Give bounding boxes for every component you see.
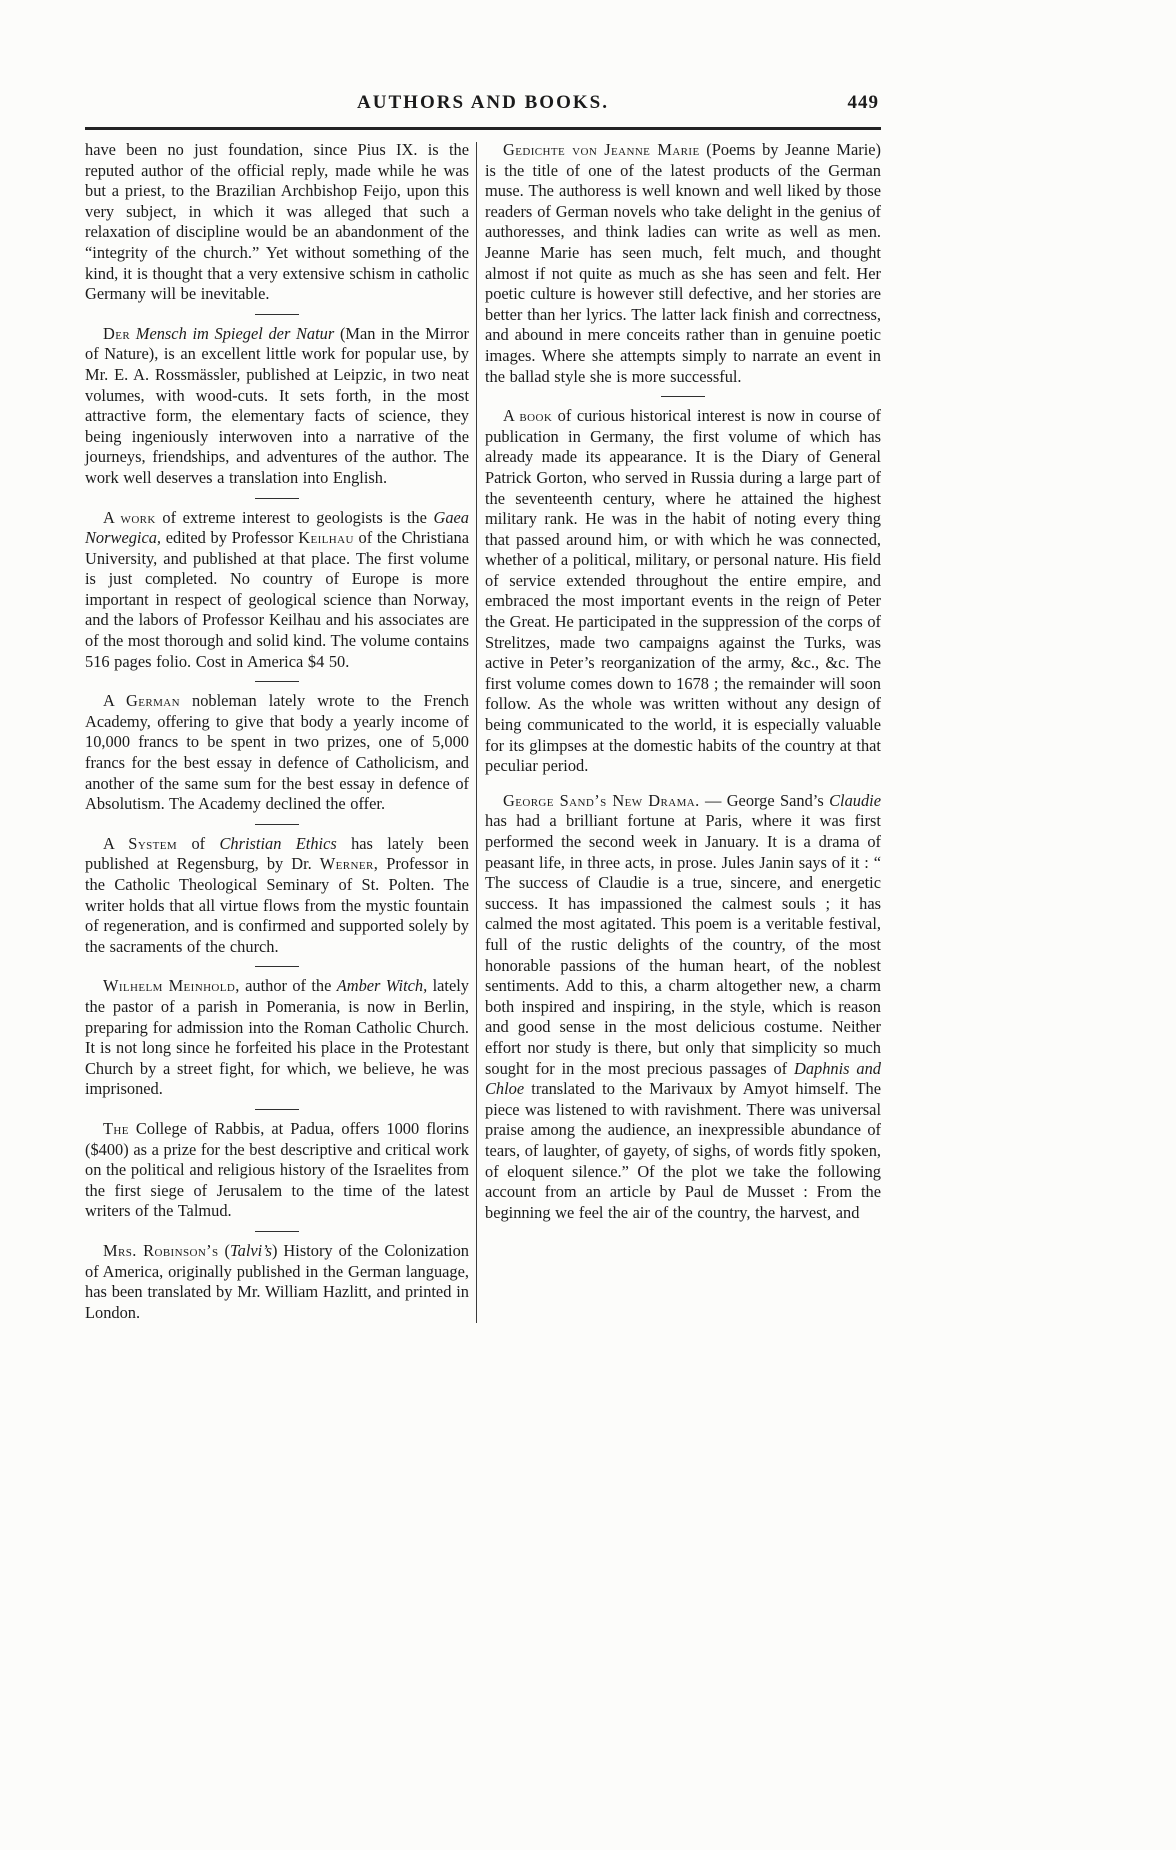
body-text: lately the pastor of a parish in Pomerania, is now in Berlin, preparing for admission into the Roman Catholic Church. It is not long since he forfeited his place in the Protestant Church by a street fight, for which, we believe, he was imprisoned. — [85, 976, 469, 1099]
small-caps-text: The — [103, 1118, 129, 1138]
right-column — [485, 140, 881, 1323]
italic-text: Christian Ethics — [219, 833, 337, 853]
body-text: has had a brilliant fortune at Paris, where it was first performed the second week in January. It is a drama of peasant life, in three acts, in prose. Jules Janin says of it : “ The success of Claudie is a true, sincere, and energetic success. It has impassioned the calmest souls ; it has calmed the most agitated. This poem is a veritable festival, full of the rustic delights of the country, of the most honorable passions of the human heart, of the noblest sentiments. Add to this, a charm altogether new, a charm both inspired and inspiring, in the style, which is reason and good sense in the most delicious costume. Neither effort nor study is there, but only that simplicity so much sought for in the most precious passages of — [485, 811, 881, 1078]
small-caps-text: Wilhelm Meinhold, — [103, 976, 240, 996]
body-text: College of Rabbis, at Padua, offers 1000 florins ($400) as a prize for the best descriptive and critical work on the political and religious history of the Israelites from the first siege of Jerusalem to the time of the latest writers of the Talmud. — [85, 1118, 469, 1221]
italic-text: Claudie — [829, 790, 881, 810]
small-caps-text: Werner, — [319, 854, 379, 874]
small-caps-text: Der — [103, 323, 131, 343]
italic-text: Amber Witch, — [336, 976, 428, 996]
paragraph — [85, 508, 469, 673]
running-title: AUTHORS AND BOOKS. — [357, 92, 609, 113]
paragraph — [485, 791, 881, 1223]
paragraph — [485, 140, 881, 387]
body-text: of curious historical interest is now in course of publication in Germany, the first volume of which has already made its appearance. It is the Diary of General Patrick Gorton, who served in Russia during a large part of the seventeenth century, where he attained the highest military rank. He was in the habit of noting every thing that passed around him, or with which he was connected, whether of a political, military, or personal nature. His field of service extended throughout the entire empire, and embraced the most important events in the reign of Peter the Great. He participated in the suppression of the corps of Strelitzes, made two campaigns against the Turks, was active in Peter’s reorganization of the army, &c., &c. The first volume comes down to 1678 ; the remainder will soon follow. As the whole was written without any design of being communicated to the world, it is especially valuable for its glimpses at the domestic habits of the country at that peculiar period. — [485, 406, 881, 776]
small-caps-text: work — [120, 507, 156, 527]
italic-text: Daphnis and Chloe — [485, 1058, 881, 1099]
body-text: translated to the Marivaux by Amyot himself. The piece was listened to with ravishment. There was universal praise among the audience, an inexpressible abundance of tears, of laughter, of gayety, of sighs, of words fitly spoken, of eloquent silence.” Of the plot we take the following account from an article by Paul de Musset : From the beginning we feel the air of the country, the harvest, and — [485, 1079, 881, 1222]
paragraph — [85, 1119, 469, 1222]
small-caps-text: Gedichte von Jeanne Marie — [503, 140, 700, 159]
paragraph-separator — [255, 681, 299, 682]
paragraph-separator — [255, 314, 299, 315]
body-text: author of the — [239, 976, 337, 996]
column-divider-rule — [476, 142, 477, 1323]
paragraph-separator — [255, 824, 299, 825]
paragraph-separator — [661, 396, 705, 397]
body-text: — George Sand’s — [699, 790, 830, 810]
body-text: of — [177, 833, 220, 853]
paragraph-separator — [255, 498, 299, 499]
italic-text: Mensch im Spiegel der Natur — [135, 323, 335, 343]
paragraph — [85, 976, 469, 1100]
paragraph — [85, 834, 469, 958]
paragraph-separator — [255, 966, 299, 967]
paragraph — [85, 324, 469, 489]
italic-text: Gaea Norwegica, — [85, 507, 470, 548]
left-column — [85, 140, 469, 1323]
page-header — [85, 92, 881, 118]
body-text: of extreme interest to geologists is the — [155, 507, 434, 527]
body-text: A — [103, 691, 126, 711]
body-text: A — [503, 406, 520, 426]
paragraph — [85, 1241, 469, 1323]
paragraph — [485, 406, 881, 777]
page-number: 449 — [847, 92, 879, 113]
body-text: have been no just foundation, since Pius IX. is the reputed author of the official reply, made while he was but a priest, to the Brazilian Archbishop Feijo, upon this very subject, in which it was alleged that such a relaxation of discipline would be an abandonment of the “integrity of the church.” Yet without something of the kind, it is thought that a very extensive schism in catholic Germany will be inevitable. — [85, 140, 469, 304]
body-text: ) History of the Colonization of America, originally published in the German language, has been translated by Mr. William Hazlitt, and printed in London. — [85, 1240, 469, 1322]
body-text: has lately been published at Regensburg, by Dr. — [85, 833, 469, 874]
small-caps-text: Keilhau — [298, 528, 354, 548]
paragraph-separator — [255, 1109, 299, 1110]
text-columns — [85, 140, 881, 1323]
paragraph — [85, 691, 469, 815]
small-caps-text: book — [519, 406, 553, 426]
body-text: (Poems by Jeanne Marie) is the title of one of the latest products of the German muse. The authoress is well known and well liked by those readers of German novels who take delight in the genius of authoresses, and think ladies can write as well as men. Jeanne Marie has seen much, felt much, and thought almost if not quite as much as she has seen and felt. Her poetic culture is however still defective, and her stories are better than her lyrics. The latter lack finish and correctness, and abound in mere conceits rather than in genuine poetic images. Where she attempts simply to narrate an event in the ballad style she is more successful. — [485, 140, 881, 386]
body-text: (Man in the Mirror of Nature), is an excellent little work for popular use, by Mr. E. A. Rossmässler, published at Leipzic, in two neat volumes, with wood-cuts. It sets forth, in the most attractive form, the elementary facts of science, they being ingeniously interwoven into a narrative of the journeys, friendships, and adventures of the author. The work well deserves a translation into English. — [85, 323, 469, 487]
italic-text: Talvi’s — [230, 1240, 272, 1260]
body-text: edited by Professor — [161, 528, 299, 548]
body-text: ( — [218, 1240, 231, 1260]
paragraph-continuation — [85, 140, 469, 305]
small-caps-text: Mrs. Robinson’s — [103, 1240, 219, 1260]
small-caps-text: German — [126, 691, 180, 711]
paragraph-separator — [255, 1231, 299, 1232]
body-text: A — [103, 833, 129, 853]
body-text: A — [103, 507, 121, 527]
small-caps-text: System — [128, 833, 178, 853]
small-caps-text: George Sand’s New Drama. — [503, 790, 700, 810]
header-rule — [85, 127, 881, 130]
body-text: of the Christiana University, and published at that place. The first volume is just completed. No country of Europe is more important in respect of geological science than Norway, and the labors of Professor Keilhau and his associates are of the most thorough and solid kind. The volume contains 516 pages folio. Cost in America $4 50. — [85, 528, 469, 671]
body-text: nobleman lately wrote to the French Academy, offering to give that body a yearly income of 10,000 francs to be spent in two prizes, one of 5,000 francs for the best essay in defence of Catholicism, and another of the same sum for the best essay in defence of Absolutism. The Academy declined the offer. — [85, 691, 470, 814]
body-text: Professor in the Catholic Theological Seminary of St. Polten. The writer holds that all virtue flows from the mystic fountain of regeneration, and is confirmed and supported solely by the sacraments of the church. — [85, 854, 469, 956]
